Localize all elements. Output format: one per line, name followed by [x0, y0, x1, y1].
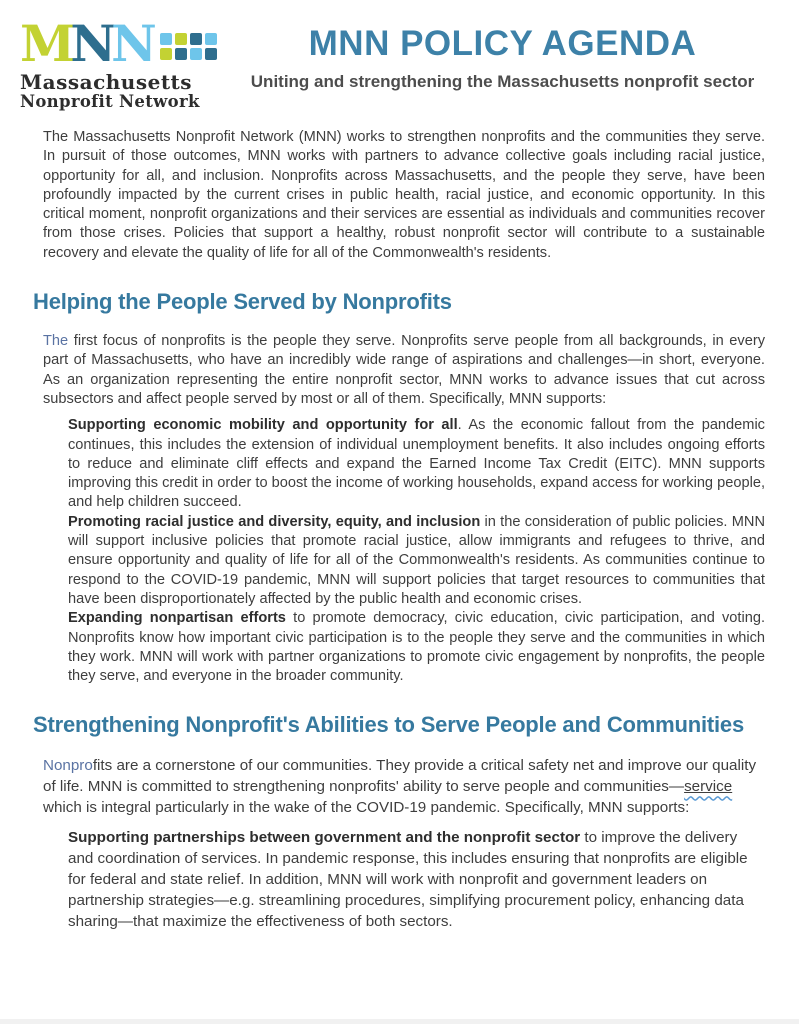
policy-item-lead: Promoting racial justice and diversity, equity, and inclusion [68, 513, 481, 530]
logo-letter: N [70, 14, 112, 73]
logo-square [175, 33, 187, 45]
policy-item-text: in the consideration of public policies. MNN will support inclusive policies that promote racial justice, allow immigrants and refugees to thrive, and ensure opportunity and quality of life for all of the Commonwealth's residents. As communities continue to respond to the COVID-19 pandemic, MNN will support policies that target resources to communities that have been disproportionately affected by the public health and economic crises. [68, 513, 765, 607]
policy-item-text: . As the economic fallout from the pandemic continues, this includes the extension of individual unemployment benefits. It also includes ongoing efforts to reduce and eliminate cliff effects and expand the Earned Income Tax Credit (EITC). MNN supports improving this credit in order to boost the income of working households, expand access for working people, and help children succeed. [68, 417, 765, 511]
policy-item [68, 609, 765, 686]
section2-intro-rest: which is integral particularly in the wake of the COVID-19 pandemic. Specifically, MNN supports: [43, 799, 690, 817]
logo-square [175, 48, 187, 60]
page-bottom-edge [0, 1019, 799, 1024]
underlined-word-wrapper [684, 778, 732, 795]
header-text-block [198, 18, 779, 111]
policy-item-text: to promote democracy, civic education, civic participation, and voting. Nonprofits know how important civic participation is to the people they serve and the communities in which they work. MNN will work with partner organizations to promote civic engagement by nonprofits, the people they serve, and everyone in the broader community. [68, 610, 766, 685]
section2-intro-lead: Nonpro [43, 757, 93, 775]
intro-paragraph: The Massachusetts Nonprofit Network (MNN) works to strengthen nonprofits and the communities they serve. In pursuit of those outcomes, MNN works with partners to advance collective goals including racial justice, opportunity for all, and inclusion. Nonprofits across Massachusetts, and the people they serve, have been profoundly impacted by the current crises in public health, racial justice, and economic opportunity. In this critical moment, nonprofit organizations and their services are essential as individuals and communities recover from those crises. Policies that support a healthy, robust nonprofit sector will contribute to a sustainable recovery and elevate the quality of life for all of the Commonwealth's residents. [43, 129, 765, 261]
page-subtitle: Uniting and strengthening the Massachusetts nonprofit sector [250, 72, 755, 91]
document-header [0, 0, 799, 111]
policy-item-text: to improve the delivery and coordination of services. In pandemic response, this includes ensuring that nonprofits are eligible for federal and state relief. In addition, MNN will work with nonprofit and government leaders on partnership strategies—e.g. streamlining procedures, simplifying procurement policy, enhancing data sharing—that maximize the effectiveness of both sectors. [68, 829, 748, 931]
logo-wordmark-line1: Massachusetts [20, 70, 193, 94]
section2-intro-part1: fits are a cornerstone of our communities. They provide a critical safety net and improve our quality of life. MNN is committed to strengthening nonprofits' ability to serve people and communities— [43, 757, 757, 796]
policy-item [68, 827, 765, 932]
section2-intro-paragraph [43, 755, 765, 818]
section2-heading: Strengthening Nonprofit's Abilities to Serve People and Communities [33, 712, 744, 738]
section1-policy-items [43, 416, 765, 686]
logo-square [160, 33, 172, 45]
document-body [0, 128, 799, 932]
policy-item-lead: Supporting economic mobility and opportunity for all [68, 417, 458, 434]
logo [20, 14, 200, 111]
page-title: MNN POLICY AGENDA [308, 24, 697, 63]
logo-square [160, 48, 172, 60]
section1-intro-rest: first focus of nonprofits is the people they serve. Nonprofits serve people from all backgrounds, in every part of Massachusetts, who have an incredibly wide range of aspirations and challenges—in short, everyone. As an organization representing the entire nonprofit sector, MNN works to advance issues that cut across subsectors and affect people served by most or all of them. Specifically, MNN supports: [43, 333, 765, 407]
policy-item [68, 513, 765, 609]
logo-top-row [20, 14, 198, 73]
policy-item [68, 416, 765, 512]
policy-item-lead: Supporting partnerships between government and the nonprofit sector [68, 829, 581, 847]
policy-item-lead: Expanding nonpartisan efforts [68, 610, 286, 627]
section1-intro-lead: The [43, 333, 69, 350]
spellcheck-flagged-word: service [684, 778, 733, 796]
section1-heading: Helping the People Served by Nonprofits [33, 289, 452, 315]
logo-wordmark-line2: Nonprofit Network [20, 92, 200, 111]
logo-acronym [20, 14, 152, 73]
section1-intro-paragraph [43, 332, 765, 409]
logo-letter: M [20, 14, 71, 73]
logo-letter: N [111, 14, 152, 73]
